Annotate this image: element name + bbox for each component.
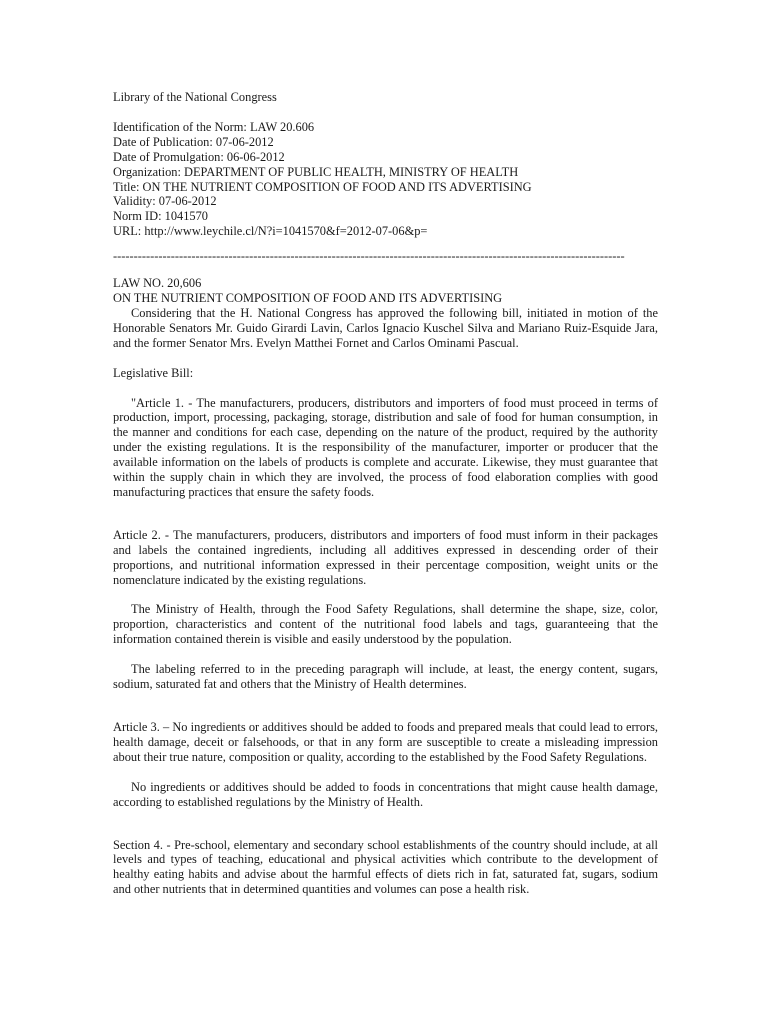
norm-title: Title: ON THE NUTRIENT COMPOSITION OF FOOD AND ITS ADVERTISING bbox=[113, 179, 532, 194]
law-title: ON THE NUTRIENT COMPOSITION OF FOOD AND ITS ADVERTISING bbox=[113, 290, 503, 305]
article-3-paragraph-2: No ingredients or additives should be added to foods in concentrations that might cause health damage, according to established regulations by the Ministry of Health. bbox=[113, 779, 658, 809]
law-number: LAW NO. 20,606 bbox=[113, 276, 202, 291]
norm-identification: Identification of the Norm: LAW 20.606 bbox=[113, 119, 315, 134]
article-2-paragraph-2: The Ministry of Health, through the Food Safety Regulations, shall determine the shape, size, color, proportion, characteristics and content of the nutritional food labels and tags, guaranteeing that the information contained therein is visible and easily understood by the population. bbox=[113, 602, 658, 647]
article-1: "Article 1. - The manufacturers, producers, distributors and importers of food must proceed in terms of production, import, processing, packaging, storage, distribution and sale of food for human consumption, in the manner and conditions for each case, depending on the nature of the product, required by the authority under the existing regulations. It is the responsibility of the manufacturer, importer or producer that the available information on the labels of products is complete and accurate. Likewise, they must guarantee that within the supply chain in which they are involved, the process of food elaboration complies with good manufacturing practices that ensure the safety foods. bbox=[113, 395, 658, 499]
article-2: Article 2. - The manufacturers, producers, distributors and importers of food must inform in their packages and labels the contained ingredients, including all additives expressed in descending order of their proportions, and nutritional information expressed in their percentage composition, weight units or the nomenclature indicated by the existing regulations. bbox=[113, 527, 658, 587]
norm-id: Norm ID: 1041570 bbox=[113, 209, 208, 224]
norm-metadata bbox=[113, 120, 658, 239]
organization: Organization: DEPARTMENT OF PUBLIC HEALTH, MINISTRY OF HEALTH bbox=[113, 164, 519, 179]
promulgation-date: Date of Promulgation: 06-06-2012 bbox=[113, 149, 285, 164]
article-2-paragraph-3: The labeling referred to in the preceding paragraph will include, at least, the energy content, sugars, sodium, saturated fat and others that the Ministry of Health determines. bbox=[113, 662, 658, 692]
legislative-bill-label: Legislative Bill: bbox=[113, 365, 194, 380]
document-page bbox=[113, 90, 658, 897]
source-url: URL: http://www.leychile.cl/N?i=1041570&f=2012-07-06&p= bbox=[113, 224, 428, 239]
article-3: Article 3. – No ingredients or additives should be added to foods and prepared meals that could lead to errors, health damage, deceit or falsehoods, or that in any form are susceptible to create a misleading impression about their true nature, composition or quality, according to the established by the Food Safety Regulations. bbox=[113, 720, 658, 764]
validity-date: Validity: 07-06-2012 bbox=[113, 194, 217, 209]
library-heading: Library of the National Congress bbox=[113, 90, 277, 104]
considering-paragraph: Considering that the H. National Congress has approved the following bill, initiated in motion of the Honorable Senators Mr. Guido Girardi Lavin, Carlos Ignacio Kuschel Silva and Mariano Ruiz-Esquide Jara, and the former Senator Mrs. Evelyn Matthei Fornet and Carlos Ominami Pascual. bbox=[113, 305, 658, 350]
publication-date: Date of Publication: 07-06-2012 bbox=[113, 134, 274, 149]
section-4: Section 4. - Pre-school, elementary and secondary school establishments of the country should include, at all levels and types of teaching, educational and physical activities which contribute to the development of healthy eating habits and advise about the harmful effects of diets rich in fat, saturated fat, sugars, sodium and other nutrients that in determined quantities and volumes can pose a health risk. bbox=[113, 837, 658, 897]
separator-line: ---------------------------------------------------------------------------------------------------------------------------- bbox=[113, 249, 625, 264]
